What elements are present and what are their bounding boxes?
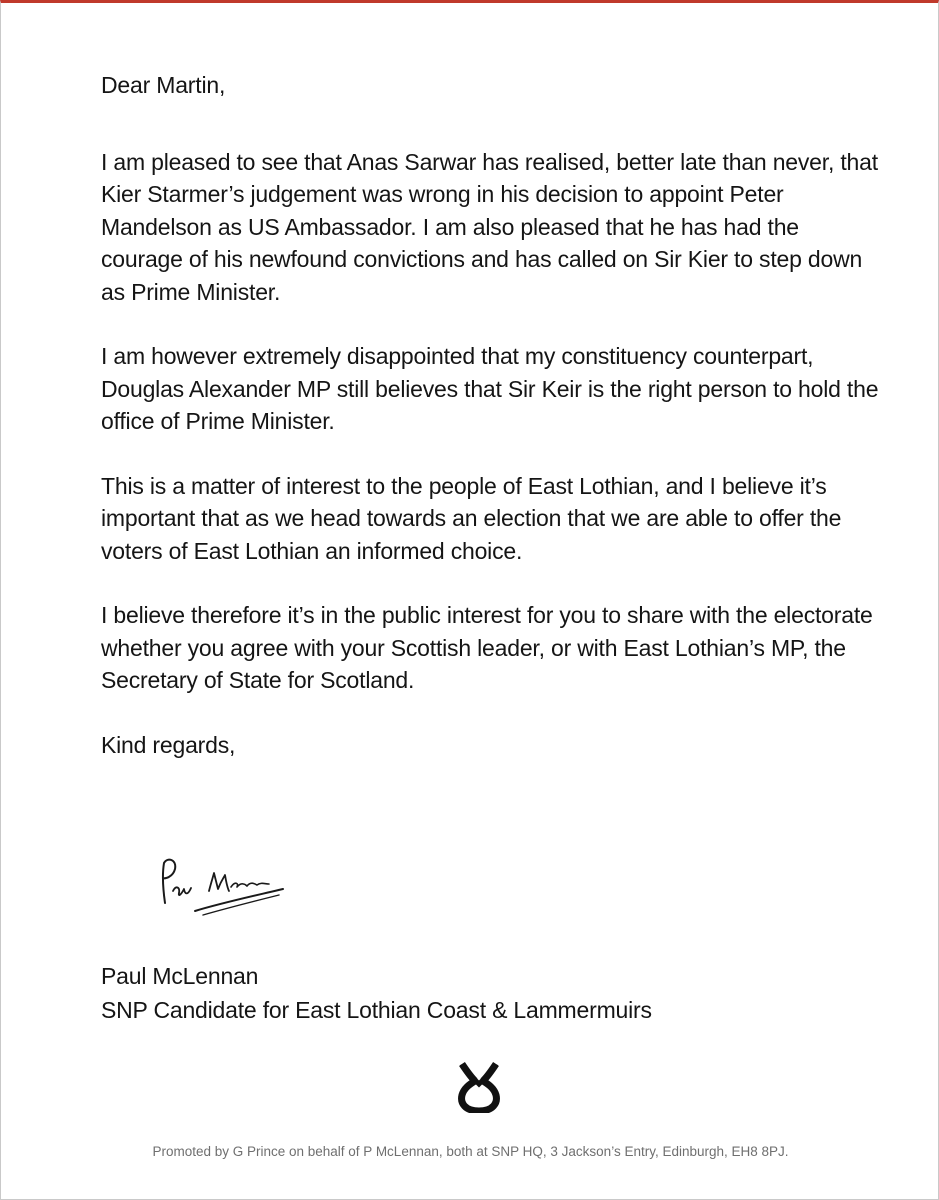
- paragraph-1: I am pleased to see that Anas Sarwar has realised, better late than never, that Kier Starmer’s judgement was wrong in his decision to appoint Peter Mandelson as US Ambassador. I am also pleased that he has had the courage of his newfound convictions and has called on Sir Kier to step down as Prime Minister.: [101, 148, 878, 305]
- paragraph-4: I believe therefore it’s in the public interest for you to share with the electorate whether you agree with your Scottish leader, or with East Lothian’s MP, the Secretary of State for Scotland.: [101, 602, 873, 693]
- signoff-block: [101, 959, 881, 1027]
- snp-logo-icon: [456, 1061, 502, 1113]
- paragraph-2: I am however extremely disappointed that my constituency counterpart, Douglas Alexander MP still believes that Sir Keir is the right person to hold the office of Prime Minister.: [101, 343, 879, 434]
- salutation: Dear Martin,: [101, 72, 226, 98]
- imprint-footer: Promoted by G Prince on behalf of P McLennan, both at SNP HQ, 3 Jackson’s Entry, Edinburgh, EH8 8PJ.: [152, 1144, 789, 1159]
- sender-name: Paul McLennan: [101, 963, 259, 989]
- handwritten-signature: [151, 851, 291, 921]
- closing: Kind regards,: [101, 731, 236, 758]
- sender-title: SNP Candidate for East Lothian Coast & Lammermuirs: [101, 997, 652, 1023]
- paragraph-3: This is a matter of interest to the people of East Lothian, and I believe it’s important that as we head towards an election that we are able to offer the voters of East Lothian an informed choice.: [101, 472, 842, 564]
- letter-body: [101, 69, 881, 761]
